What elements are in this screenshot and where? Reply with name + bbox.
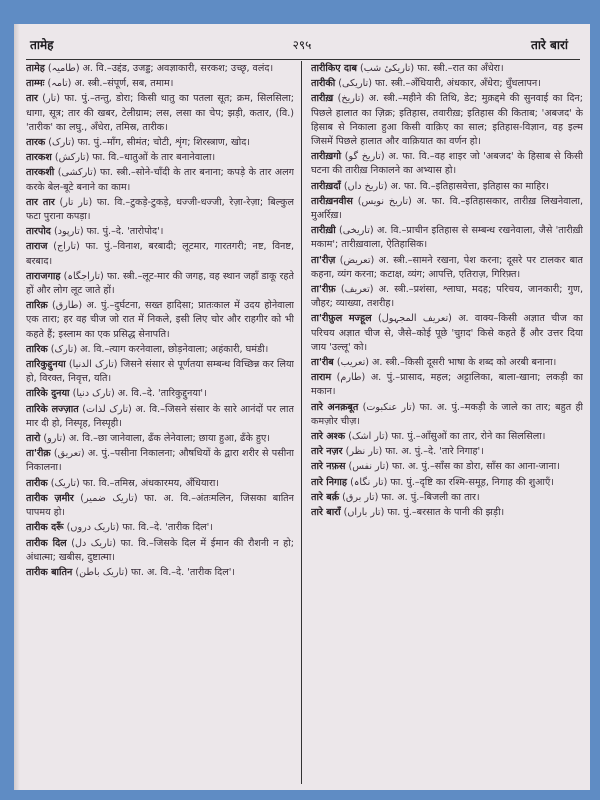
entry-definition: (تاریکیٔ شب) फा. स्त्री.–रात का अँधेरा। [356, 63, 504, 74]
entry-headword: तारे बाराँ [311, 507, 341, 519]
entry-headword: तारिक [26, 343, 48, 355]
dictionary-entry [26, 537, 294, 565]
entry-definition: (تارکشی) फा. स्त्री.–सोने-चाँदी के तार बनाना; कपड़े के तार अलग करके बेल-बूटे बनाने का काम। [26, 167, 294, 193]
dictionary-entry [311, 92, 583, 149]
dictionary-entry [311, 312, 583, 355]
dictionary-entry [311, 195, 583, 223]
entry-headword: तारीख़नवीस [311, 195, 353, 207]
entry-headword: तारे निगाह [311, 476, 348, 488]
entry-headword: ता'रीक़ [26, 448, 51, 460]
entry-definition: (تارکش) फा. वि.–धातुओं के तार बनानेवाला। [51, 152, 216, 164]
entry-headword: ताम्मः [26, 78, 45, 90]
entry-definition: (تار اشک) फा. पुं.–आँसुओं का तार, रोने का सिलसिला। [345, 431, 546, 443]
entry-headword: ता'रीब [311, 357, 334, 369]
dictionary-entry [311, 254, 583, 282]
entry-headword: तारीकी [311, 78, 336, 90]
entry-headword: तारकशी [26, 167, 55, 179]
entry-headword: तार तार [26, 196, 55, 208]
entry-definition: (تاریک) फा. वि.–तमिस्र, अंधकारमय, अँधियारा। [47, 477, 220, 489]
entry-definition: (طامیہ) अ. वि.–उद्दंड, उजड्ड; अवज्ञाकारी, सरकश; उच्छृ, वलंद। [44, 63, 274, 74]
dictionary-entry [26, 166, 294, 194]
entry-definition: (تار برق) फा. अ. पुं.–बिजली का तार। [339, 491, 480, 503]
dictionary-entry [26, 358, 294, 386]
dictionary-entry [311, 283, 583, 311]
dictionary-entry [311, 460, 583, 474]
entry-headword: तारे नज़र [311, 446, 343, 458]
dictionary-entry [311, 491, 583, 505]
dictionary-entry [26, 240, 294, 268]
entry-definition: (تارو) अ. वि.–छा जानेवाला, ढँक लेनेवाला; छाया हुआ, ढँके हुए। [40, 433, 270, 445]
entry-definition: (تعریف) अ. स्त्री.–प्रशंसा, श्लाघा, मदह; परिचय, जानकारी; गुण, जौहर; व्याख्या, तशरीह। [311, 284, 583, 310]
dictionary-entry [26, 387, 294, 401]
entry-headword: तारे अश्क [311, 431, 346, 443]
entry-headword: तारीक दिल [26, 537, 67, 549]
entry-headword: तारीख़ [311, 93, 334, 105]
entry-definition: (تارک) फा. पुं.–माँग, सीमंत; चोटी, शृंग; शिरस्त्राण, खोद। [45, 137, 251, 149]
page-header [14, 36, 590, 58]
entry-headword: तारक [26, 137, 46, 149]
entry-headword: तारिक़ [26, 300, 48, 312]
dictionary-entry [311, 77, 583, 91]
dictionary-page [14, 24, 590, 790]
entry-headword: तार [26, 93, 38, 105]
entry-headword: तारीक [26, 477, 48, 489]
dictionary-entry [311, 506, 583, 520]
entry-definition: (تعریب) अ. स्त्री.–किसी दूसरी भाषा के शब्द को अरबी बनाना। [333, 357, 557, 369]
dictionary-entry [26, 77, 294, 91]
entry-definition: (تارک) अ. वि.–त्याग करनेवाला, छोड़नेवाला; अहंकारी, घमंडी। [47, 343, 269, 355]
entry-definition: (تاریخی) अ. वि.–प्राचीन इतिहास से सम्बन्ध रखनेवाला, जैसे 'तारीख़ी मकाम'; तारीख़वाला, ऐतिहासिक। [311, 225, 583, 251]
dictionary-entry [26, 477, 294, 491]
header-rule [26, 59, 580, 60]
entry-headword: तारीक दरूँ [26, 522, 64, 534]
entry-definition: (تاریک دروں) फा. वि.–दे. 'तारीक दिल'। [63, 522, 213, 534]
entry-headword: तारिके दुनया [26, 388, 70, 400]
entry-definition: (تار باراں) फा. पुं.–बरसात के पानी की झड़ी। [340, 507, 505, 519]
entry-definition: (تاراجگاہ) फा. स्त्री.–लूट-मार की जगह, वह स्थान जहाँ डाकू रहते हों और लोग लूट जाते हों। [26, 270, 294, 297]
entry-definition: (تعریف المجہول) अ. वाक्य–किसी अज्ञात चीज का परिचय अज्ञात चीज से, जैसे–कोई पूछे 'चुग़द' किसे कहते हैं और उत्तर दिया जाय 'उल्लू' को। [311, 313, 583, 353]
left-column [26, 62, 294, 784]
dictionary-entry [311, 445, 583, 459]
entry-headword: तारिके लज्ज़ात [26, 403, 79, 415]
entry-headword: तारे नफ़स [311, 461, 346, 473]
dictionary-entry [26, 432, 294, 446]
dictionary-entry [26, 521, 294, 535]
entry-headword: ताराजगाह [26, 270, 61, 282]
dictionary-entry [311, 401, 583, 429]
dictionary-entry [26, 196, 294, 224]
entry-headword: ताराम [311, 372, 332, 384]
entry-headword: तामेह [26, 63, 45, 74]
entry-definition: (تاریخ گو) अ. फा. वि.–वह शाइर जो 'अबजद' के हिसाब से किसी घटना की तारीख़ निकालने का अभ्यास हो। [311, 151, 583, 177]
entry-definition: (تارک لذات) अ. वि.–जिसने संसार के सारे आनंदों पर लात मार दी हो, निस्पृह, निस्पृही। [26, 403, 294, 429]
dictionary-entry [26, 343, 294, 357]
entry-definition: (تار) फा. पुं.–तन्तु, डोरा; किसी धातु का पतला सूत; क्रम, सिलसिला; धागा, सूत्र; तार की खबर, टेलीग्राम; लस, लसा का चेप; झड़ी, कतार, (वि.) 'तारीक' का लघु., अँधेरा, तमिस्र, तारीक। [26, 93, 294, 133]
dictionary-entry [26, 492, 294, 520]
entry-definition: (تعریق) अ. पुं.–पसीना निकालना; औषधियों के द्वारा शरीर से पसीना निकालना। [26, 448, 294, 474]
entry-definition: (تارک الدنیا) जिसने संसार से पूर्णतया सम्बन्ध विच्छिन्न कर लिया हो, विरक्त, निवृत्त, यति। [26, 359, 294, 385]
entry-definition: (تارک دنیا) अ. वि.–दे. 'तारिकुद्दुनया'। [69, 388, 207, 400]
entry-headword: ता'रीज़ [311, 254, 336, 266]
entry-definition: (تار نگاہ) फा. पुं.–दृष्टि का रश्मि-समूह, निगाह की शुआएँ। [347, 476, 554, 488]
entry-headword: तारीख़ी [311, 225, 336, 237]
entry-definition: (تار عنکبوت) फा. अ. पुं.–मकड़ी के जाले का तार; बहुत ही कमज़ोर चीज़। [311, 401, 583, 427]
entry-headword: तारे अनक़बूत [311, 401, 359, 413]
entry-definition: (تاریخ داں) अ. फा. वि.–इतिहासवेत्ता, इतिहास का माहिर। [340, 180, 549, 192]
entry-definition: (تاریخ نویس) अ. फा. वि.–इतिहासकार, तारीख़ लिखनेवाला, मुअर्रिख़। [311, 195, 583, 222]
dictionary-entry [26, 270, 294, 298]
dictionary-entry [311, 62, 583, 76]
entry-headword: तारे बर्क़ [311, 491, 340, 503]
entry-headword: ता'रीफ़ुल मज्हूल [311, 313, 372, 325]
entry-definition: (تاریک ضمیر) फा. अ. वि.–अंतःमलिन, जिसका बातिन पापमय हो। [26, 492, 294, 519]
header-left-guideword: तामेह [30, 38, 54, 52]
dictionary-entry [26, 566, 294, 580]
entry-headword: तारीख़गो [311, 151, 342, 163]
entry-definition: (تاریکی) फा. स्त्री.–अँधियारी, अंधकार, अँधेरा; धुँधलापन। [335, 78, 541, 90]
dictionary-entry [311, 371, 583, 399]
entry-definition: (تاراج) फा. पुं.–विनाश, बरबादी; लूटमार, गारतगरी; नष्ट, विनष्ट, बरबाद। [26, 241, 294, 267]
dictionary-entry [26, 447, 294, 475]
entry-definition: (تاریک باطن) फा. अ. वि.–दे. 'तारीक दिल'। [72, 566, 236, 578]
dictionary-entry [26, 136, 294, 150]
entry-definition: (طارم) अ. पुं.–प्रासाद, महल; अट्टालिका, बाला-खाना; लकड़ी का मकान। [311, 372, 583, 398]
entry-definition: (طارق) अ. पुं.–दुर्घटना, सख्त हादिसा; प्रातःकाल में उदय होनेवाला एक तारा; हर वह चीज जो रात में निकले, इसी लिए चोर और राहगीर को भी कहते हैं; इस्लाम का एक प्रसिद्ध सेनापति। [26, 300, 294, 340]
entry-definition: (تاریخ) अ. स्त्री.–महीने की तिथि, डेट; मुक़द्दमे की सुनवाई का दिन; पिछले हालात का ज़िक्र; इतिहास, तवारीख़; इतिहास की किताब; 'अबजद' के हिसाब से निकाला हुआ किसी वाक़िए का साल; इतिहास-विज्ञान, वह इल्म जिसमें पिछले हालात और वाक़ियात का वर्णन हो। [311, 93, 583, 148]
entry-headword: तारो [26, 433, 41, 445]
dictionary-entry [26, 151, 294, 165]
entry-headword: तारकश [26, 152, 52, 164]
entry-definition: (تار نفس) फा. अ. पुं.–साँस का डोरा, साँस का आना-जाना। [345, 461, 560, 473]
dictionary-entry [26, 403, 294, 431]
dictionary-entry [26, 92, 294, 135]
entry-definition: (تار نظر) फा. अ. पुं.–दे. 'तारे निगाह'। [342, 446, 484, 458]
entry-definition: (تامہ) अ. स्त्री.–संपूर्ण, सब, तमाम। [44, 78, 174, 90]
entry-definition: (تارپود) फा. पुं.–दे. 'तारोपोद'। [50, 226, 164, 238]
dictionary-entry [26, 299, 294, 342]
dictionary-entry [311, 430, 583, 444]
entry-headword: तारिकुद्दुनया [26, 359, 66, 371]
dictionary-entry [26, 62, 294, 76]
entry-headword: ताराज [26, 241, 48, 253]
entry-headword: तारीकिए दाब [311, 63, 357, 74]
page-gutter-shadow [14, 24, 20, 790]
right-column [311, 62, 583, 784]
entry-definition: (تاریک دل) फा. वि.–जिसके दिल में ईमान की रौशनी न हो; अंधात्मा; खबीस, दुष्टात्मा। [26, 537, 294, 563]
dictionary-entry [311, 180, 583, 194]
dictionary-entry [311, 356, 583, 370]
dictionary-entry [311, 476, 583, 490]
column-divider [301, 61, 302, 784]
dictionary-entry [311, 150, 583, 178]
entry-headword: ता'रीफ़ [311, 284, 336, 296]
header-right-guideword: तारे बारां [530, 38, 568, 52]
entry-definition: (تعریض) अ. स्त्री.–सामने रखना, पेश करना; दूसरे पर टालकर बात कहना, व्यंग करना; कटाक्ष, व्यंग; आपत्ति, एतिराज़, गिरिफ़्त। [311, 254, 583, 280]
entry-headword: तारीक बातिन [26, 566, 73, 578]
dictionary-entry [26, 225, 294, 239]
entry-headword: तारीख़दाँ [311, 180, 341, 192]
dictionary-entry [311, 224, 583, 252]
entry-headword: तारपोद [26, 226, 51, 238]
page-number: २९५ [292, 38, 312, 52]
entry-headword: तारीक ज़मीर [26, 492, 74, 504]
entry-definition: (تار تار) फा. वि.–टुकड़े-टुकड़े, धज्जी-धज्जी, रेज़ा-रेज़ा; बिल्कुल फटा पुराना कपड़ा। [26, 196, 294, 223]
